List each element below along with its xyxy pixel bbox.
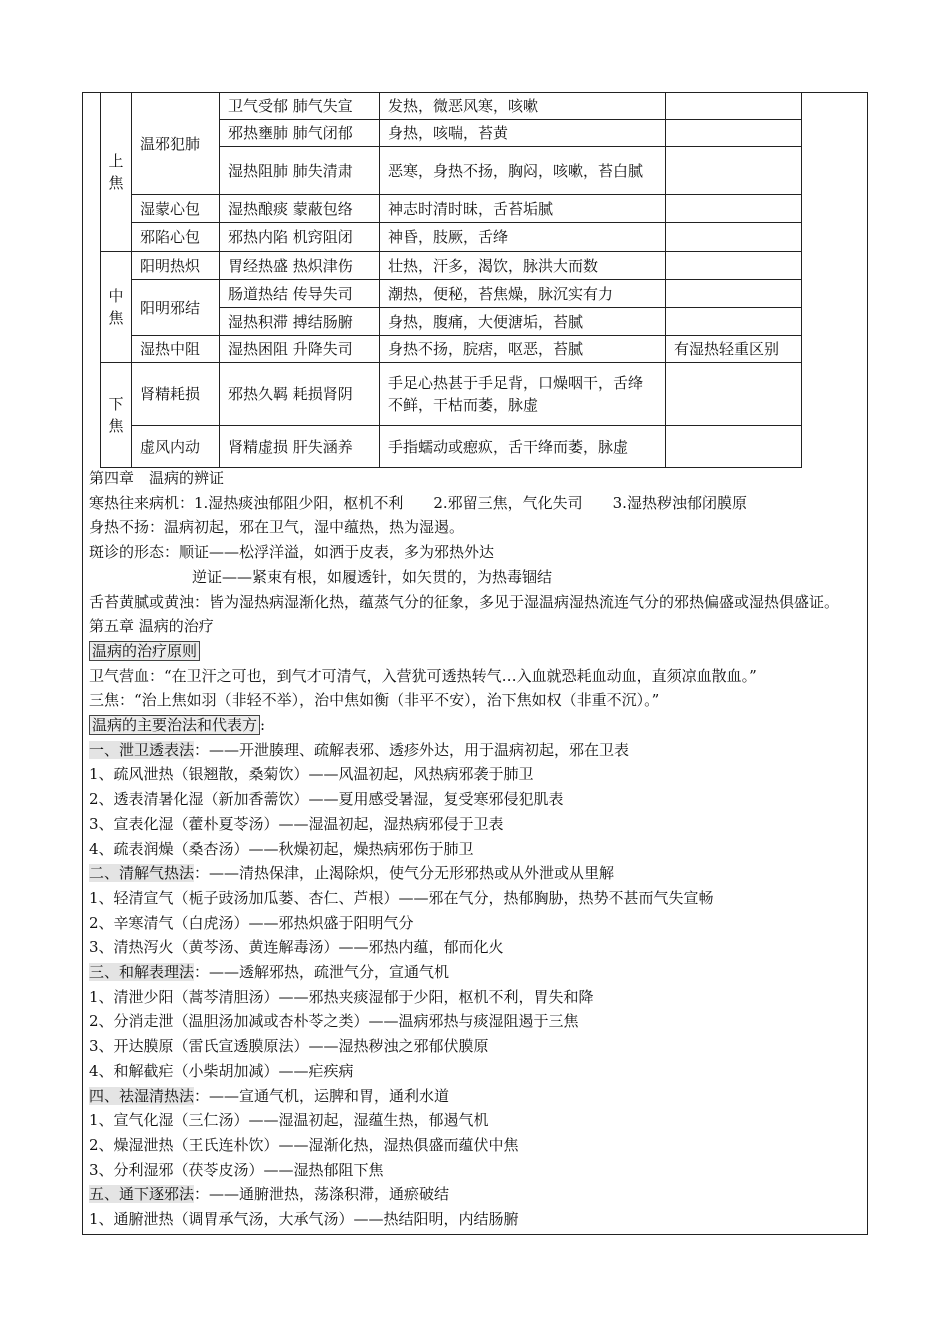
method-heading: 四、祛湿清热法：——宣通气机，运脾和胃，通利水道 — [89, 1086, 450, 1105]
section-heading — [89, 639, 864, 664]
syndrome-name: 肾精耗损 — [132, 363, 220, 426]
note-cell — [666, 120, 802, 147]
mechanism-cell: 湿热阻肺 肺失清肃 — [220, 147, 380, 195]
note-cell — [666, 252, 802, 280]
list-item: 1、清泄少阳（蒿芩清胆汤）——邪热夹痰湿郁于少阳，枢机不利，胃失和降 — [89, 987, 594, 1006]
list-item: 3、开达膜原（雷氏宣透膜原法）——湿热秽浊之邪郁伏膜原 — [89, 1037, 489, 1056]
method-heading: 一、泄卫透表法：——开泄腠理、疏解表邪、透疹外达，用于温病初起，邪在卫表 — [89, 740, 630, 759]
list-item: 3、清热泻火（黄芩汤、黄连解毒汤）——邪热内蕴，郁而化火 — [89, 938, 504, 957]
signs-cell: 手足心热甚于手足背，口燥咽干，舌绛不鲜，干枯而萎，脉虚 — [380, 363, 666, 426]
method-heading: 五、通下逐邪法：——通腑泄热，荡涤积滞，通瘀破结 — [89, 1185, 450, 1204]
paragraph: 舌苔黄腻或黄浊：皆为湿热病湿渐化热，蕴蒸气分的征象，多见于湿温病湿热流连气分的邪热偏盛或湿热俱盛证。 — [89, 592, 840, 611]
syndrome-name: 阳明邪结 — [132, 280, 220, 336]
mechanism-cell: 胃经热盛 热炽津伤 — [220, 252, 380, 280]
syndrome-name: 湿热中阻 — [132, 336, 220, 363]
body-text — [89, 466, 864, 1232]
chapter-5-title: 第五章 温病的治疗 — [89, 617, 214, 636]
mechanism-cell: 邪热壅肺 肺气闭郁 — [220, 120, 380, 147]
list-item: 1、通腑泄热（调胃承气汤，大承气汤）——热结阳明，内结肠腑 — [89, 1210, 519, 1229]
signs-cell: 身热，咳喘，苔黄 — [380, 120, 666, 147]
paragraph: 身热不扬：温病初起，邪在卫气，湿中蕴热，热为湿遏。 — [89, 518, 465, 537]
signs-cell: 发热，微恶风寒，咳嗽 — [380, 93, 666, 120]
mechanism-cell: 邪热久羁 耗损肾阴 — [220, 363, 380, 426]
section-heading: 温病的主要治法和代表方 : — [89, 713, 864, 738]
note-cell — [666, 426, 802, 468]
list-item: 3、分利湿邪（茯苓皮汤）——湿热郁阻下焦 — [89, 1160, 384, 1179]
note-cell — [666, 195, 802, 223]
syndrome-name: 温邪犯肺 — [132, 93, 220, 195]
signs-cell: 身热不扬，脘痞，呕恶，苔腻 — [380, 336, 666, 363]
note-cell — [666, 93, 802, 120]
mechanism-cell: 肾精虚损 肝失涵养 — [220, 426, 380, 468]
paragraph: 寒热往来病机：1.湿热痰浊郁阻少阳，枢机不利 2.邪留三焦，气化失司 3.湿热秽浊郁闭膜原 — [89, 493, 747, 512]
note-cell: 有湿热轻重区别 — [666, 336, 802, 363]
signs-cell: 神昏，肢厥，舌绛 — [380, 223, 666, 252]
method-heading: 二、清解气热法：——清热保津，止渴除炽，使气分无形邪热或从外泄或从里解 — [89, 864, 615, 883]
syndrome-name: 虚风内动 — [132, 426, 220, 468]
signs-cell: 壮热，汗多，渴饮，脉洪大而数 — [380, 252, 666, 280]
mechanism-cell: 湿热酿痰 蒙蔽包络 — [220, 195, 380, 223]
signs-cell: 手指蠕动或瘛疭，舌干绛而萎，脉虚 — [380, 426, 666, 468]
paragraph: 逆证——紧束有根，如履透针，如矢贯的，为热毒锢结 — [192, 567, 553, 586]
list-item: 4、和解截疟（小柴胡加减）——疟疾病 — [89, 1061, 354, 1080]
zone-cell: 上 焦 — [101, 93, 132, 252]
list-item: 1、疏风泄热（银翘散，桑菊饮）——风温初起，风热病邪袭于肺卫 — [89, 765, 534, 784]
note-cell — [666, 223, 802, 252]
paragraph: 斑诊的形态：顺证——松浮洋溢，如洒于皮表，多为邪热外达 — [89, 543, 495, 562]
list-item: 2、燥湿泄热（王氏连朴饮）——湿渐化热，湿热俱盛而蕴伏中焦 — [89, 1135, 519, 1154]
syndrome-name: 阳明热炽 — [132, 252, 220, 280]
signs-cell: 神志时清时昧，舌苔垢腻 — [380, 195, 666, 223]
mechanism-cell: 邪热内陷 机窍阻闭 — [220, 223, 380, 252]
chapter-4-title: 第四章 温病的辨证 — [89, 469, 225, 487]
signs-cell: 恶寒，身热不扬，胸闷，咳嗽，苔白腻 — [380, 147, 666, 195]
syndrome-name: 湿蒙心包 — [132, 195, 220, 223]
list-item: 1、轻清宣气（栀子豉汤加瓜蒌、杏仁、芦根）——邪在气分，热郁胸胁，热势不甚而气失宣畅 — [89, 888, 714, 907]
note-cell — [666, 147, 802, 195]
list-item: 2、辛寒清气（白虎汤）——邪热炽盛于阳明气分 — [89, 913, 414, 932]
zone-cell: 下 焦 — [101, 363, 132, 468]
list-item: 3、宣表化湿（藿朴夏苓汤）——湿温初起，湿热病邪侵于卫表 — [89, 814, 504, 833]
list-item: 4、疏表润燥（桑杏汤）——秋燥初起，燥热病邪伤于肺卫 — [89, 839, 474, 858]
note-cell — [666, 308, 802, 336]
method-heading: 三、和解表理法：——透解邪热，疏泄气分，宣通气机 — [89, 963, 450, 982]
mechanism-cell: 卫气受郁 肺气失宣 — [220, 93, 380, 120]
mechanism-cell: 湿热积滞 搏结肠腑 — [220, 308, 380, 336]
zone-cell: 中 焦 — [101, 252, 132, 363]
note-cell — [666, 280, 802, 308]
paragraph: 三焦：“治上焦如羽（非轻不举），治中焦如衡（非平不安），治下焦如权（非重不沉）。” — [89, 691, 660, 710]
sanjiao-syndrome-table — [100, 92, 802, 468]
mechanism-cell: 湿热困阻 升降失司 — [220, 336, 380, 363]
list-item: 1、宣气化湿（三仁汤）——湿温初起，湿蕴生热，郁遏气机 — [89, 1111, 489, 1130]
boxed-heading: 温病的主要治法和代表方 — [89, 715, 260, 735]
note-cell — [666, 363, 802, 426]
mechanism-cell: 肠道热结 传导失司 — [220, 280, 380, 308]
list-item: 2、透表清暑化湿（新加香薷饮）——夏用感受暑湿，复受寒邪侵犯肌表 — [89, 790, 564, 809]
boxed-heading: 温病的治疗原则 — [89, 641, 200, 661]
signs-cell: 身热，腹痛，大便溏垢，苔腻 — [380, 308, 666, 336]
signs-cell: 潮热，便秘，苔焦燥，脉沉实有力 — [380, 280, 666, 308]
paragraph: 卫气营血：“在卫汗之可也，到气才可清气，入营犹可透热转气…入血就恐耗血动血，直须凉血散血。” — [89, 666, 757, 685]
syndrome-name: 邪陷心包 — [132, 223, 220, 252]
list-item: 2、分消走泄（温胆汤加减或杏朴苓之类）——温病邪热与痰湿阻遏于三焦 — [89, 1012, 579, 1031]
